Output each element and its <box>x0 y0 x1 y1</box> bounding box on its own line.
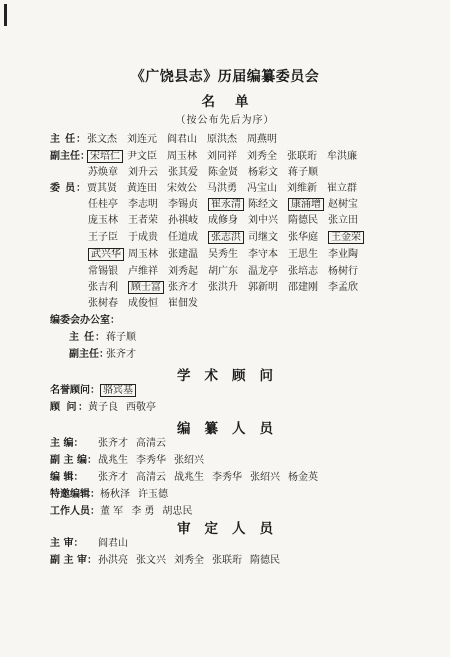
person-name-text: 刘连元 <box>127 134 157 145</box>
staff-row <box>50 555 288 567</box>
person-name-text: 刘升云 <box>128 167 158 178</box>
committee-members-row <box>88 282 368 296</box>
person-name-text: 成修身 <box>208 215 238 226</box>
staff-name: 张齐才 <box>98 472 128 483</box>
person-name <box>128 232 168 244</box>
staff-name: 孙洪亮 <box>98 555 128 566</box>
person-name <box>128 199 168 211</box>
person-name-text: 李志明 <box>128 199 158 210</box>
staff-role-label: 副 主 审： <box>50 555 97 566</box>
advisor-label: 顾 问： <box>50 402 88 413</box>
person-name-text: 周燕明 <box>247 134 277 145</box>
vice-chair-label: 副主任： <box>50 151 90 162</box>
person-name-text: 阎君山 <box>167 134 197 145</box>
staff-row <box>50 438 174 450</box>
committee-members-row <box>88 232 368 246</box>
staff-name: 张齐才 <box>98 438 128 449</box>
person-name-text: 刘秀全 <box>247 151 277 162</box>
person-name-text: 周玉林 <box>128 249 158 260</box>
person-name-text: 任道成 <box>168 232 198 243</box>
person-name <box>288 167 328 179</box>
person-name <box>88 232 128 244</box>
office-director-row <box>69 332 136 346</box>
person-name <box>168 282 208 294</box>
person-name-text: 原洪杰 <box>207 134 237 145</box>
vice-chair-names <box>88 167 328 179</box>
staff-name: 胡忠民 <box>162 506 193 517</box>
person-name-text: 李守本 <box>248 249 278 260</box>
person-name <box>168 266 208 278</box>
section-heading-editors: 编纂人员 <box>177 421 287 437</box>
person-name <box>247 183 287 195</box>
person-name <box>328 249 368 261</box>
honorary-advisor-label: 名誉顾问： <box>50 385 100 396</box>
person-name <box>128 266 168 278</box>
person-name <box>88 266 128 278</box>
person-name-text: 崔佃发 <box>168 298 198 309</box>
person-name-text: 陈经文 <box>248 199 278 210</box>
person-name-text: 张吉利 <box>88 282 118 293</box>
vice-chair-names <box>87 151 367 163</box>
person-name-text: 李业陶 <box>328 249 358 260</box>
person-name-text: 张培志 <box>288 266 318 277</box>
staff-role-label: 特邀编辑： <box>50 489 100 500</box>
person-name-text: 王思生 <box>288 249 318 260</box>
person-name <box>207 183 247 195</box>
person-name-text: 张华庭 <box>288 232 318 243</box>
staff-name: 张文兴 <box>136 555 166 566</box>
committee-chair-row <box>50 134 287 148</box>
person-name <box>288 199 328 211</box>
person-name-text: 宋培仁 <box>87 150 123 163</box>
staff-name: 李秀华 <box>136 455 166 466</box>
person-name-text: 张建温 <box>168 249 198 260</box>
person-name <box>167 151 207 163</box>
person-name-text: 邵建刚 <box>288 282 318 293</box>
person-name <box>208 232 248 244</box>
staff-name: 杨金英 <box>288 472 318 483</box>
person-name <box>208 167 248 179</box>
person-name <box>288 282 328 294</box>
person-name-text: 杨彩文 <box>248 167 278 178</box>
person-name-text: 马洪勇 <box>207 183 237 194</box>
staff-name: 杨秋泽 <box>100 489 130 500</box>
person-name <box>288 249 328 261</box>
member-names <box>88 282 368 294</box>
office-director-name: 蒋子顺 <box>106 332 136 343</box>
person-name <box>248 249 288 261</box>
person-name-text: 王者荣 <box>128 215 158 226</box>
person-name-text: 杨树行 <box>328 266 358 277</box>
person-name-text: 陈金贤 <box>208 167 238 178</box>
person-name-text: 张齐才 <box>168 282 198 293</box>
staff-row <box>50 455 212 467</box>
person-name-text: 赵树宝 <box>328 199 358 210</box>
person-name-text: 李孟欣 <box>328 282 358 293</box>
person-name <box>287 183 327 195</box>
person-name-text: 贾其贤 <box>87 183 117 194</box>
person-name-text: 胡广东 <box>208 266 238 277</box>
person-name-text: 顾士富 <box>128 281 164 294</box>
person-name <box>87 151 127 163</box>
advisor-names <box>88 402 164 414</box>
member-names <box>88 232 368 244</box>
person-name-text: 张联珩 <box>287 151 317 162</box>
person-name <box>88 167 128 179</box>
person-name-text: 周玉林 <box>167 151 197 162</box>
person-name-text: 牟洪廉 <box>327 151 357 162</box>
person-name <box>248 167 288 179</box>
staff-name: 李 勇 <box>131 506 155 517</box>
person-name <box>288 215 328 227</box>
staff-row <box>50 489 176 501</box>
staff-role-label: 主 编： <box>50 438 84 449</box>
person-name-text: 武兴华 <box>88 248 124 261</box>
staff-role-label: 编 辑： <box>50 472 84 483</box>
person-name-text: 张洪升 <box>208 282 238 293</box>
staff-name: 高清云 <box>136 438 166 449</box>
office-row <box>50 315 120 329</box>
person-name <box>167 134 207 146</box>
person-name-text: 康涌增 <box>288 198 324 211</box>
person-name <box>127 151 167 163</box>
person-name-text: 张志洪 <box>208 231 244 244</box>
staff-name: 张绍兴 <box>250 472 280 483</box>
committee-members-row <box>50 183 367 197</box>
person-name <box>88 249 128 261</box>
staff-role-label: 工作人员： <box>50 506 100 517</box>
person-name <box>328 215 368 227</box>
advisor-row <box>50 402 164 414</box>
person-name-text: 蒋子顺 <box>288 167 318 178</box>
staff-name: 董 军 <box>100 506 124 517</box>
person-name <box>128 249 168 261</box>
committee-members-row <box>88 298 208 312</box>
person-name <box>327 183 367 195</box>
section-heading-reviewers: 审定人员 <box>177 521 287 537</box>
office-label: 编委会办公室： <box>50 315 120 326</box>
person-name <box>328 232 368 244</box>
office-vice-row <box>69 349 136 363</box>
section-heading-advisors: 学术顾问 <box>177 368 287 384</box>
person-name <box>207 134 247 146</box>
staff-name: 张绍兴 <box>174 455 204 466</box>
person-name <box>168 249 208 261</box>
office-vice-label: 副主任： <box>69 349 109 360</box>
member-names <box>88 298 208 310</box>
person-name-text: 刘中兴 <box>248 215 278 226</box>
person-name <box>127 183 167 195</box>
person-name-text: 卢维祥 <box>128 266 158 277</box>
members-label: 委 员： <box>50 183 86 194</box>
person-name-text: 庞玉林 <box>88 215 118 226</box>
person-name <box>208 282 248 294</box>
person-name <box>248 215 288 227</box>
person-name <box>248 232 288 244</box>
committee-vice-chair-row-2 <box>88 167 328 181</box>
person-name-text: 尹文臣 <box>127 151 157 162</box>
person-name-text: 刘同祥 <box>207 151 237 162</box>
person-name-text: 于成贵 <box>128 232 158 243</box>
person-name <box>88 199 128 211</box>
staff-name: 许玉德 <box>138 489 168 500</box>
staff-name: 张联珩 <box>212 555 242 566</box>
person-name-text: 郭新明 <box>248 282 278 293</box>
person-name <box>128 282 168 294</box>
person-name <box>208 215 248 227</box>
scan-edge-mark <box>4 4 7 26</box>
person-name <box>87 183 127 195</box>
person-name <box>88 298 128 310</box>
person-name <box>168 167 208 179</box>
staff-name: 李秀华 <box>212 472 242 483</box>
person-name <box>248 199 288 211</box>
person-name <box>167 183 207 195</box>
person-name <box>168 298 208 310</box>
honorary-advisor-row <box>50 385 136 397</box>
person-name-text: 张树春 <box>88 298 118 309</box>
office-director-label: 主 任： <box>69 332 105 343</box>
staff-name: 刘秀全 <box>174 555 204 566</box>
person-name <box>207 151 247 163</box>
person-name-text: 张立田 <box>328 215 358 226</box>
person-name <box>168 199 208 211</box>
advisor-name: 西敬亭 <box>126 402 156 413</box>
page-title: 《广饶县志》历届编纂委员会 <box>130 69 320 85</box>
committee-members-row <box>88 199 368 213</box>
person-name <box>128 215 168 227</box>
staff-row <box>50 472 326 484</box>
person-name <box>248 266 288 278</box>
page-subtitle: 名单 <box>201 94 269 110</box>
order-note: （按公布先后为序） <box>175 115 275 126</box>
person-name <box>208 199 248 211</box>
person-name <box>208 249 248 261</box>
person-name-text: 刘维新 <box>287 183 317 194</box>
person-name <box>288 266 328 278</box>
staff-role-label: 副 主 编： <box>50 455 97 466</box>
person-name-text: 吴秀生 <box>208 249 238 260</box>
advisor-name: 黄子良 <box>88 402 118 413</box>
person-name-text: 成俊恒 <box>128 298 158 309</box>
committee-members-row <box>88 249 368 263</box>
person-name <box>328 199 368 211</box>
staff-name: 阎君山 <box>98 538 128 549</box>
staff-name: 隋德民 <box>250 555 280 566</box>
person-name <box>287 151 327 163</box>
person-name <box>128 167 168 179</box>
chair-names <box>87 134 287 146</box>
person-name <box>248 282 288 294</box>
person-name-text: 常锡银 <box>88 266 118 277</box>
member-names <box>88 249 368 261</box>
member-names <box>88 215 368 227</box>
person-name-text: 司继文 <box>248 232 278 243</box>
person-name <box>247 151 287 163</box>
person-name-text: 王子臣 <box>88 232 118 243</box>
person-name <box>208 266 248 278</box>
person-name <box>328 266 368 278</box>
staff-name: 战兆生 <box>174 472 204 483</box>
person-name-text: 李锡贞 <box>168 199 198 210</box>
person-name <box>88 215 128 227</box>
person-name-text: 隋德民 <box>288 215 318 226</box>
person-name <box>328 282 368 294</box>
committee-members-row <box>88 215 368 229</box>
office-vice-name: 张齐才 <box>106 349 136 360</box>
member-names <box>88 199 368 211</box>
staff-role-label: 主 审： <box>50 538 84 549</box>
member-names <box>88 266 368 278</box>
honorary-advisor-name: 骆宾基 <box>100 384 136 397</box>
person-name <box>168 232 208 244</box>
person-name-text: 张其爱 <box>168 167 198 178</box>
person-name-text: 任桂亭 <box>88 199 118 210</box>
person-name-text: 冯宝山 <box>247 183 277 194</box>
person-name-text: 宋效公 <box>167 183 197 194</box>
person-name-text: 孙祺岐 <box>168 215 198 226</box>
person-name-text: 黄连田 <box>127 183 157 194</box>
person-name-text: 张文杰 <box>87 134 117 145</box>
staff-row <box>50 538 136 550</box>
person-name-text: 刘秀起 <box>168 266 198 277</box>
person-name <box>127 134 167 146</box>
person-name <box>88 282 128 294</box>
person-name-text: 崔立群 <box>327 183 357 194</box>
person-name <box>327 151 367 163</box>
person-name <box>247 134 287 146</box>
staff-name: 战兆生 <box>98 455 128 466</box>
person-name-text: 温龙亭 <box>248 266 278 277</box>
committee-vice-chair-row <box>50 151 367 165</box>
person-name-text: 苏焕章 <box>88 167 118 178</box>
chair-label: 主 任： <box>50 134 86 145</box>
person-name-text: 王金荣 <box>328 231 364 244</box>
person-name <box>288 232 328 244</box>
committee-members-row <box>88 266 368 280</box>
person-name <box>168 215 208 227</box>
staff-name: 高清云 <box>136 472 166 483</box>
person-name <box>87 134 127 146</box>
person-name-text: 崔永清 <box>208 198 244 211</box>
member-names <box>87 183 367 195</box>
person-name <box>128 298 168 310</box>
